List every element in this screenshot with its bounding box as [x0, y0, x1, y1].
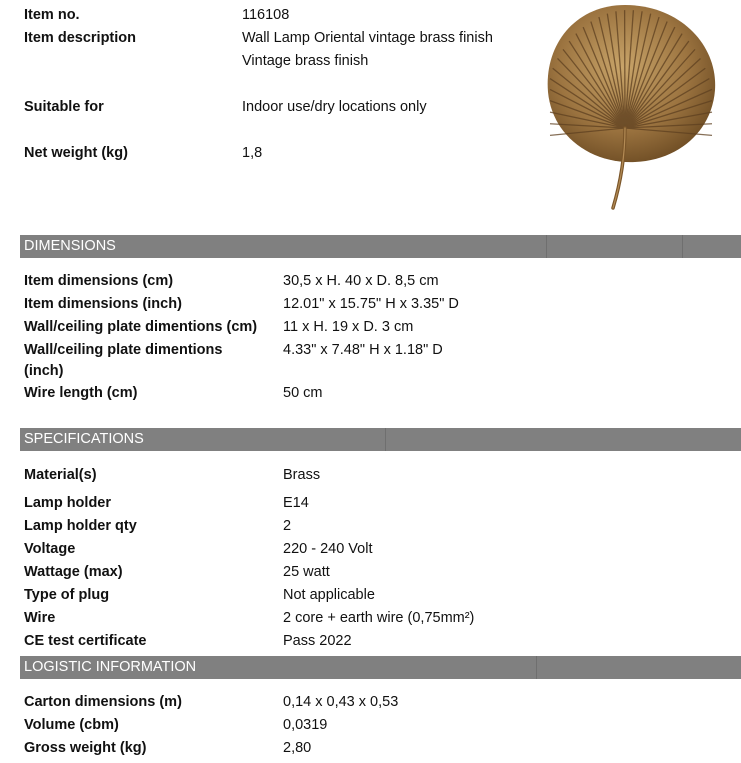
row-label: Wall/ceiling plate dimentions (cm): [24, 319, 258, 335]
row-value: 12.01" x 15.75" H x 3.35" D: [283, 296, 459, 312]
table-row: [24, 691, 741, 714]
row-value: 2 core + earth wire (0,75mm²): [283, 610, 475, 626]
row-value: Not applicable: [283, 587, 375, 603]
row-value: Pass 2022: [283, 633, 352, 649]
header-divider: [546, 235, 547, 258]
table-row: [24, 737, 741, 760]
row-value: 0,0319: [283, 717, 328, 733]
row-label: Material(s): [24, 467, 97, 483]
row-label: Type of plug: [24, 587, 110, 603]
row-label: Wattage (max): [24, 564, 123, 580]
net-weight-value: 1,8: [242, 145, 263, 161]
table-row: [24, 492, 741, 515]
row-label: Wire length (cm): [24, 385, 138, 401]
row-label: Voltage: [24, 541, 76, 557]
specifications-header-label: SPECIFICATIONS: [24, 431, 144, 447]
table-row: [24, 339, 741, 385]
row-label: Item dimensions (inch): [24, 296, 182, 312]
item-description-value: Wall Lamp Oriental vintage brass finish: [242, 30, 493, 46]
row-value: 220 - 240 Volt: [283, 541, 373, 557]
item-no-label: Item no.: [24, 7, 80, 23]
logistic-header-label: LOGISTIC INFORMATION: [24, 659, 197, 675]
row-label: Wire: [24, 610, 56, 626]
row-value: 30,5 x H. 40 x D. 8,5 cm: [283, 273, 439, 289]
specifications-header: [20, 428, 741, 451]
row-label: CE test certificate: [24, 633, 147, 649]
row-value: E14: [283, 495, 309, 511]
net-weight-label: Net weight (kg): [24, 145, 128, 161]
suitable-for-value: Indoor use/dry locations only: [242, 99, 427, 115]
table-row: [24, 584, 741, 607]
table-row: [24, 270, 741, 293]
row-label: Item dimensions (cm): [24, 273, 174, 289]
logistic-header: [20, 656, 741, 679]
item-no-value: 116108: [242, 7, 290, 23]
dimensions-header-label: DIMENSIONS: [24, 238, 116, 254]
table-row: [24, 382, 741, 405]
row-value: 25 watt: [283, 564, 330, 580]
table-row: [24, 515, 741, 538]
header-divider: [536, 656, 537, 679]
suitable-for-label: Suitable for: [24, 99, 104, 115]
table-row: [24, 316, 741, 339]
item-description-value-2: Vintage brass finish: [242, 53, 369, 69]
table-row: [24, 607, 741, 630]
dimensions-header: [20, 235, 741, 258]
row-value: 2,80: [283, 740, 312, 756]
table-row: [24, 561, 741, 584]
table-row: [24, 538, 741, 561]
item-description-label: Item description: [24, 30, 136, 46]
row-value: 0,14 x 0,43 x 0,53: [283, 694, 399, 710]
row-value: 2: [283, 518, 292, 534]
row-value: 50 cm: [283, 385, 323, 401]
row-label: Volume (cbm): [24, 717, 119, 733]
table-row: [24, 293, 741, 316]
table-row: [24, 714, 741, 737]
table-row: [24, 630, 741, 653]
row-value: 11 x H. 19 x D. 3 cm: [283, 319, 414, 335]
product-image: [540, 0, 720, 215]
table-row: [24, 464, 741, 487]
row-value: Brass: [283, 467, 321, 483]
row-value: 4.33" x 7.48" H x 1.18" D: [283, 342, 443, 358]
header-divider: [682, 235, 683, 258]
row-label: Gross weight (kg): [24, 740, 147, 756]
row-label-continued: (inch): [24, 363, 64, 379]
row-label: Lamp holder: [24, 495, 112, 511]
header-divider: [385, 428, 386, 451]
row-label: Lamp holder qty: [24, 518, 137, 534]
row-label: Carton dimensions (m): [24, 694, 182, 710]
row-label: Wall/ceiling plate dimentions: [24, 342, 223, 358]
